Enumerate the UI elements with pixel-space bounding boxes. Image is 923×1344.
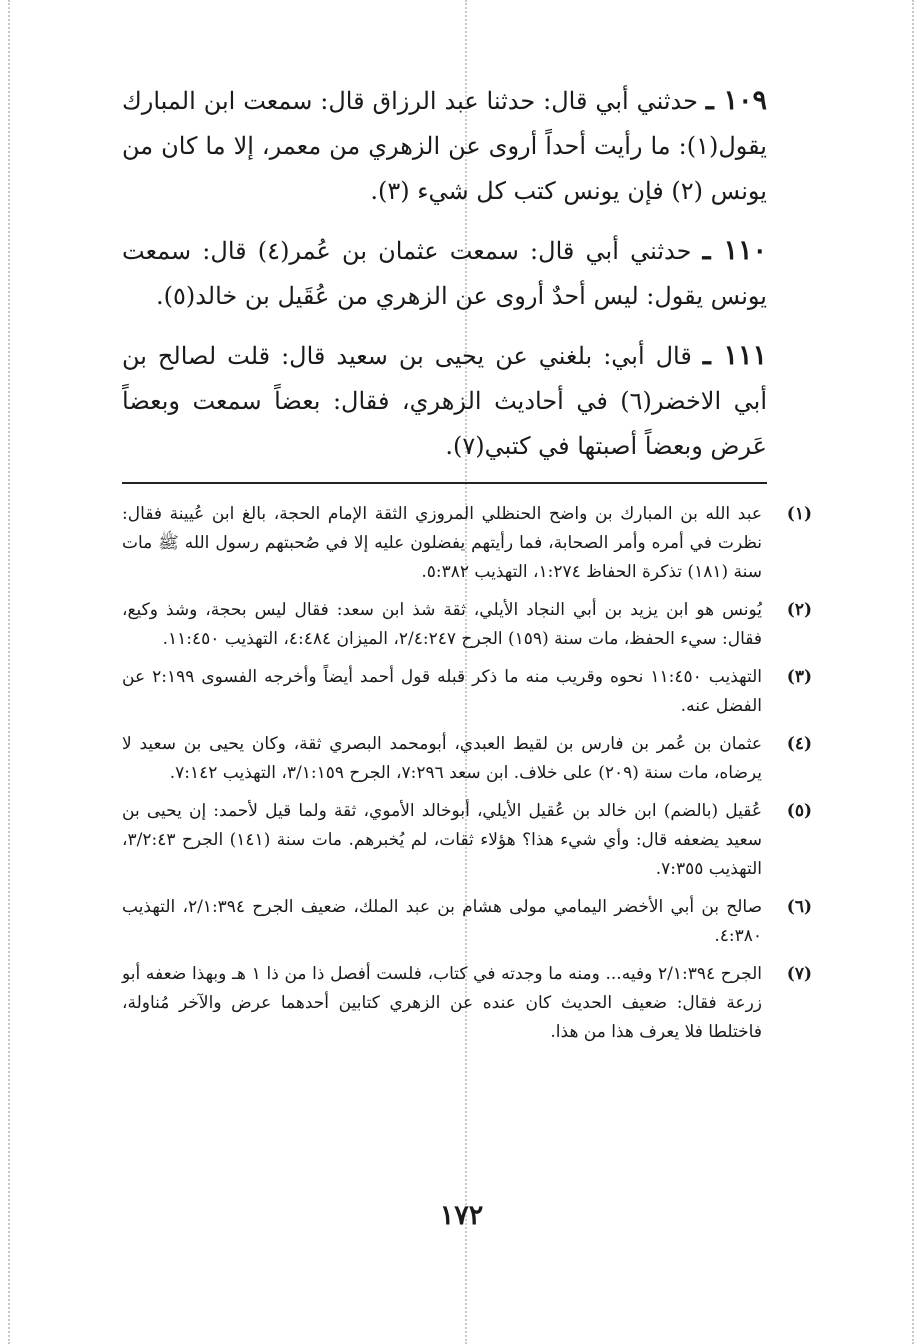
footnote-number: (٤)	[786, 734, 812, 754]
footnote-3	[122, 663, 812, 721]
page-number: ١٧٢	[439, 1200, 484, 1231]
footnote-text: التهذيب ١١:٤٥٠ نحوه وقريب منه ما ذكر قبله قول أحمد أيضاً وأخرجه الفسوى ٢:١٩٩ عن الفضل عنه.	[122, 667, 762, 716]
footnote-1	[122, 500, 812, 587]
footnote-number: (٦)	[786, 897, 812, 917]
footnote-number: (٢)	[786, 600, 812, 620]
footnote-text: الجرح ٢/١:٣٩٤ وفيه... ومنه ما وجدته في كتاب، فلست أفصل ذا من ذا ١ هـ وبهذا ضعفه أبو زرعة فقال: ضعيف الحديث كان عنده عن الزهري كتابين أحدهما عرض والآخر مُناولة، فاختلطا فلا يعرف هذا من هذا.	[122, 964, 763, 1042]
footnote-4	[122, 730, 812, 788]
footnote-text: عثمان بن عُمر بن فارس بن لقيط العبدي، أبومحمد البصري ثقة، وكان يحيى بن سعيد لا يرضاه، مات سنة (٢٠٩) على خلاف. ابن سعد ٧:٢٩٦، الجرح ٣/١:١٥٩، التهذيب ٧:١٤٢.	[122, 734, 762, 783]
footnote-number: (٥)	[786, 801, 812, 821]
paragraph-109	[122, 78, 767, 214]
footnote-text: يُونس هو ابن يزيد بن أبي النجاد الأيلي، ثقة شذ ابن سعد: فقال ليس بحجة، وشذ وكيع، فقال: سيء الحفظ، مات سنة (١٥٩) الجرح ٢/٤:٢٤٧، الميزان ٤:٤٨٤، التهذيب ١١:٤٥٠.	[122, 600, 762, 649]
footnote-text: عُقيل (بالضم) ابن خالد بن عُقيل الأيلي، أبوخالد الأموي، ثقة ولما قيل لأحمد: إن يحيى بن سعيد يضعفه قال: وأي شيء هذا؟ هؤلاء ثقات، لم يُخبرهم. مات سنة (١٤١) الجرح ٣/٢:٤٣، التهذيب ٧:٣٥٥.	[122, 801, 763, 879]
paragraph-number: ١١١ ـ	[702, 340, 768, 371]
footnote-number: (١)	[786, 504, 812, 524]
footnote-7	[122, 960, 812, 1047]
paragraph-text: حدثني أبي قال: سمعت عثمان بن عُمر(٤) قال: سمعت يونس يقول: ليس أحدٌ أروى عن الزهري من عُقَيل بن خالد(٥).	[122, 237, 767, 310]
margin-dots-left	[8, 0, 10, 1344]
footnote-number: (٧)	[786, 964, 812, 984]
paragraph-111	[122, 333, 767, 469]
footnote-text: صالح بن أبي الأخضر اليمامي مولى هشام بن عبد الملك، ضعيف الجرح ٢/١:٣٩٤، التهذيب ٤:٣٨٠.	[122, 897, 763, 946]
footnotes	[122, 500, 812, 1056]
paragraph-text: قال أبي: بلغني عن يحيى بن سعيد قال: قلت لصالح بن أبي الاخضر(٦) في أحاديث الزهري، فقال: بعضاً سمعت وبعضاً عَرض وبعضاً أصبتها في كتبي(٧).	[122, 342, 768, 460]
footnote-number: (٣)	[786, 667, 812, 687]
footnote-2	[122, 596, 812, 654]
footnote-divider	[122, 482, 767, 484]
main-text	[122, 78, 767, 483]
footnote-5	[122, 797, 812, 884]
footnote-6	[122, 893, 812, 951]
paragraph-110	[122, 228, 767, 319]
margin-dots-right	[912, 0, 914, 1344]
paragraph-number: ١١٠ ـ	[702, 235, 768, 266]
footnote-text: عبد الله بن المبارك بن واضح الحنظلي المروزي الثقة الإمام الحجة، بالغ ابن عُيينة فقال: نظرت في أمره وأمر الصحابة، فما رأيتهم يفضلون عليه إلا في صُحبتهم رسول الله ﷺ مات سنة (١٨١) تذكرة الحفاظ ١:٢٧٤، التهذيب ٥:٣٨٢.	[122, 504, 762, 582]
paragraph-text: حدثني أبي قال: حدثنا عبد الرزاق قال: سمعت ابن المبارك يقول(١): ما رأيت أحداً أروى عن الزهري من معمر، إلا ما كان من يونس (٢) فإن يونس كتب كل شيء (٣).	[122, 87, 767, 205]
paragraph-number: ١٠٩ ـ	[705, 85, 767, 116]
